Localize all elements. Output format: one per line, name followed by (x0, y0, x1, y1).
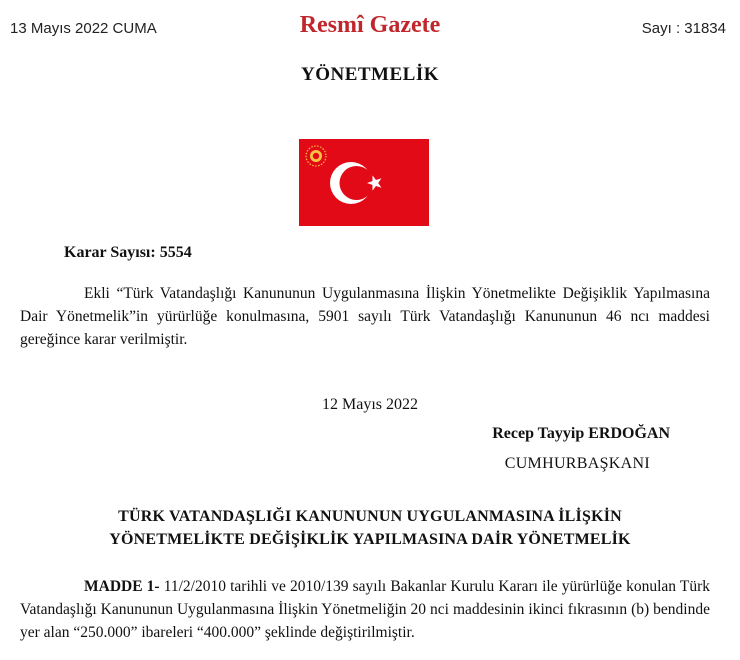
decision-text: Ekli “Türk Vatandaşlığı Kanununun Uygulanmasına İlişkin Yönetmelikte Değişiklik Yapılmasına Dair Yönetmelik”in yürürlüğe konulmasına, 5901 sayılı Türk Vatandaşlığı Kanununun 46 ncı maddesi gereğince karar verilmiştir. (20, 285, 710, 348)
regulation-title-line1: TÜRK VATANDAŞLIĞI KANUNUNUN UYGULANMASINA İLİŞKİN (118, 508, 622, 525)
article-label: MADDE 1- (84, 578, 160, 595)
turkish-flag-icon (299, 139, 429, 226)
decision-number: Karar Sayısı: 5554 (64, 244, 192, 261)
gazette-title: Resmî Gazete (299, 12, 441, 38)
section-title: YÖNETMELİK (300, 64, 440, 85)
publication-date: 13 Mayıs 2022 CUMA (10, 20, 157, 37)
signer-title: CUMHURBAŞKANI (504, 455, 650, 472)
article-text: 11/2/2010 tarihli ve 2010/139 sayılı Bakanlar Kurulu Kararı ile yürürlüğe konulan Türk Vatandaşlığı Kanununun Uygulanmasına İlişkin Yönetmeliğin 20 nci maddesinin ikinci fıkrasının (b) bendinde yer alan “250.000” ibareleri “400.000” şeklinde değiştirilmiştir. (20, 578, 710, 641)
regulation-title-line2: YÖNETMELİKTE DEĞİŞİKLİK YAPILMASINA DAİR YÖNETMELİK (109, 531, 631, 548)
regulation-title (20, 505, 720, 551)
issue-number: Sayı : 31834 (641, 20, 726, 37)
article-1 (20, 575, 710, 644)
signer-name: Recep Tayyip ERDOĞAN (492, 425, 670, 442)
signature-date: 12 Mayıs 2022 (322, 396, 418, 413)
gazette-header (0, 0, 740, 50)
